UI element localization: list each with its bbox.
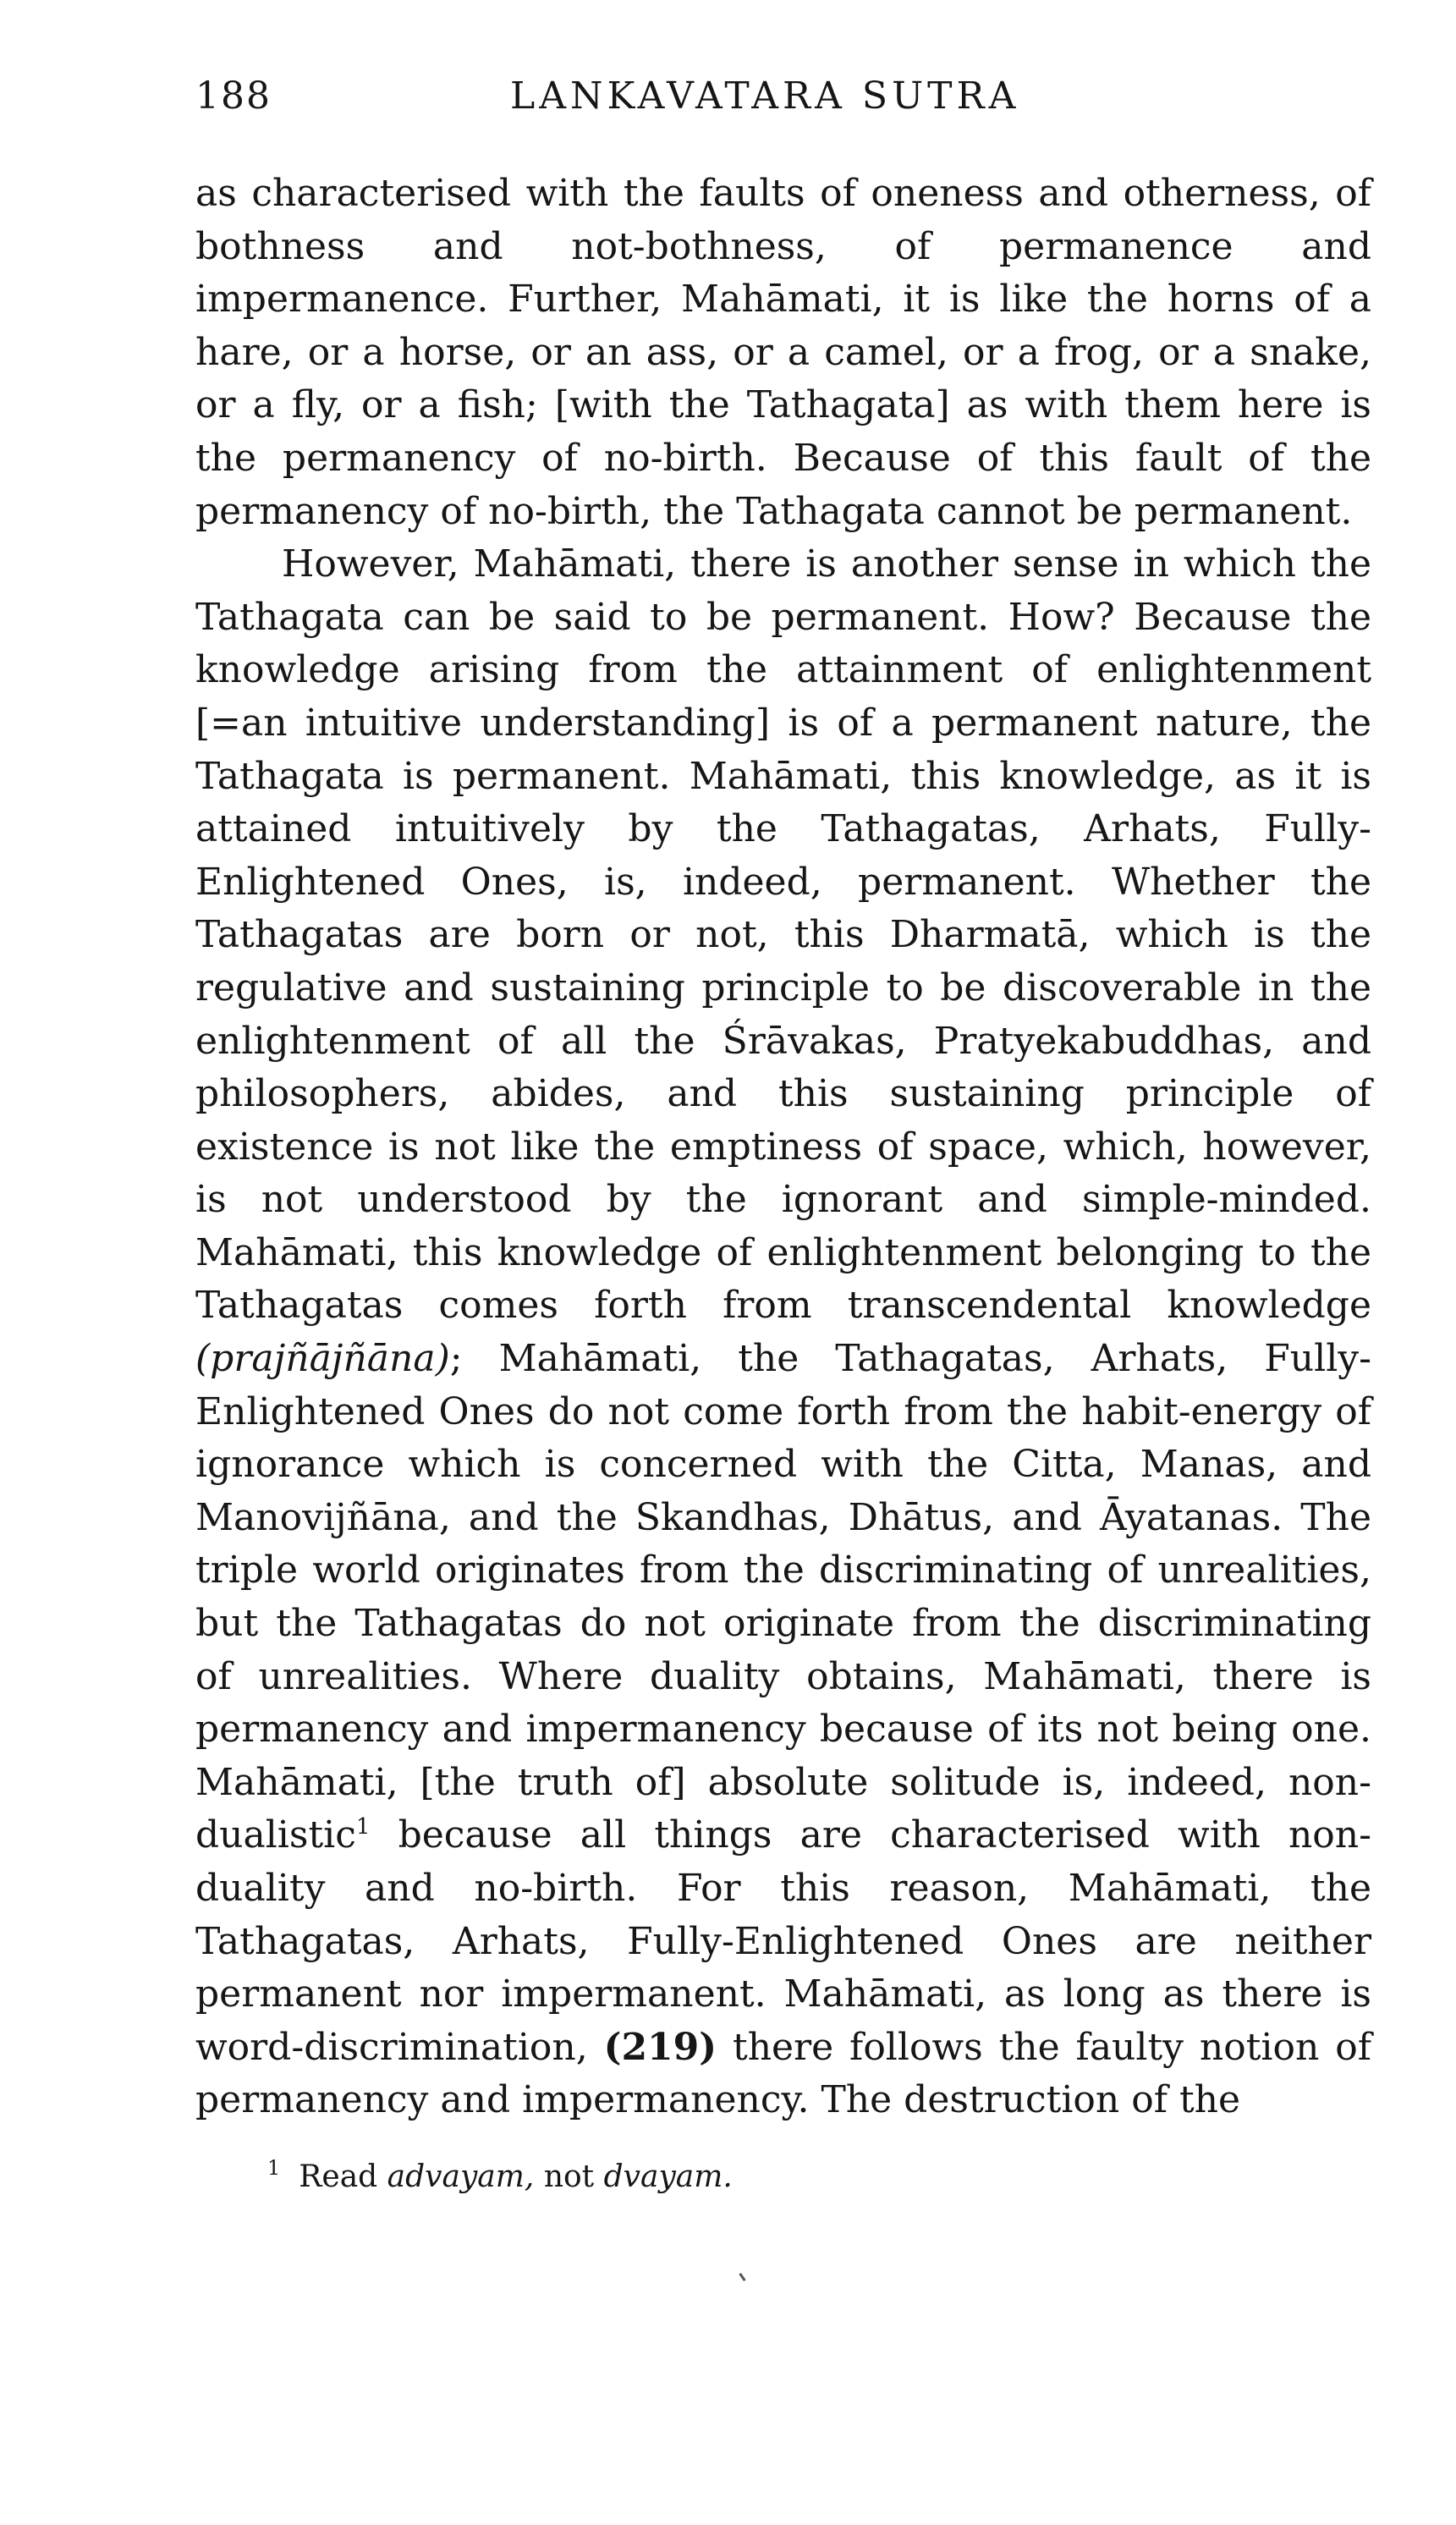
footnote	[267, 2149, 1283, 2196]
paragraph-1-text: as characterised with the faults of oneness and otherness, of bothness and not-bothness, of permanence and impermanence. Further, Mahāmati, it is like the horns of a hare, or a horse, or an ass, or a camel, or a frog, or a snake, or a fly, or a fish; [with the Tathagata] as with them here is the permanency of no-birth. Because of this fault of the permanency of no-birth, the Tathagata cannot be permanent.	[195, 172, 1371, 533]
paragraph-2-text-c: because all things are characterised with non-duality and no-birth. For this reason, Mahāmati, the Tathagatas, Arhats, Fully-Enlightened Ones are neither permanent nor impermanent. Mahāmati, as long as there is word-discrimination,	[195, 1813, 1371, 2069]
body-text	[195, 168, 1371, 2127]
footnote-reference: 1	[355, 1814, 371, 1840]
page-reference: (219)	[603, 2025, 717, 2069]
page-number: 188	[195, 74, 272, 118]
footnote-read: Read	[299, 2159, 378, 2194]
paragraph-2-text-b: ; Mahāmati, the Tathagatas, Arhats, Fully-Enlightened Ones do not come forth from the habit-energy of ignorance which is concerned with the Citta, Manas, and Manovijñāna, and the Skandhas, Dhātus, and Āyatanas. The triple world originates from the discriminating of unrealities, but the Tathagatas do not originate from the discriminating of unrealities. Where duality obtains, Mahāmati, there is permanency and impermanency because of its not being one. Mahāmati, [the truth of] absolute solitude is, indeed, non-dualistic	[195, 1337, 1371, 1857]
paragraph-2	[195, 538, 1371, 2127]
sanskrit-term: (prajñājñāna)	[195, 1337, 450, 1381]
paragraph-1	[195, 168, 1371, 538]
paragraph-2-text-a: However, Mahāmati, there is another sense in which the Tathagata can be said to be permanent. How? Because the knowledge arising from the attainment of enlightenment [=an intuitive understanding] is of a permanent nature, the Tathagata is permanent. Mahāmati, this knowledge, as it is attained intuitively by the Tathagatas, Arhats, Fully-Enlightened Ones, is, indeed, permanent. Whether the Tathagatas are born or not, this Dharmatā, which is the regulative and sustaining principle to be discoverable in the enlightenment of all the Śrāvakas, Pratyekabuddhas, and philosophers, abides, and this sustaining principle of existence is not like the emptiness of space, which, however, is not understood by the ignorant and simple-minded. Mahāmati, this knowledge of enlightenment belonging to the Tathagatas comes forth from transcendental knowledge	[195, 542, 1371, 1328]
footnote-wrong-reading: dvayam.	[603, 2159, 733, 2194]
page-header	[195, 74, 1380, 125]
footnote-not: not	[543, 2159, 595, 2194]
ink-speck	[739, 2273, 745, 2281]
footnote-marker: 1	[267, 2156, 281, 2180]
paragraph-2-text-d: there follows the faulty notion of permanency and impermanency. The destruction of the	[195, 2025, 1371, 2122]
footnote-correct-reading: advayam,	[387, 2159, 535, 2194]
running-title: LANKAVATARA SUTRA	[510, 74, 1020, 118]
